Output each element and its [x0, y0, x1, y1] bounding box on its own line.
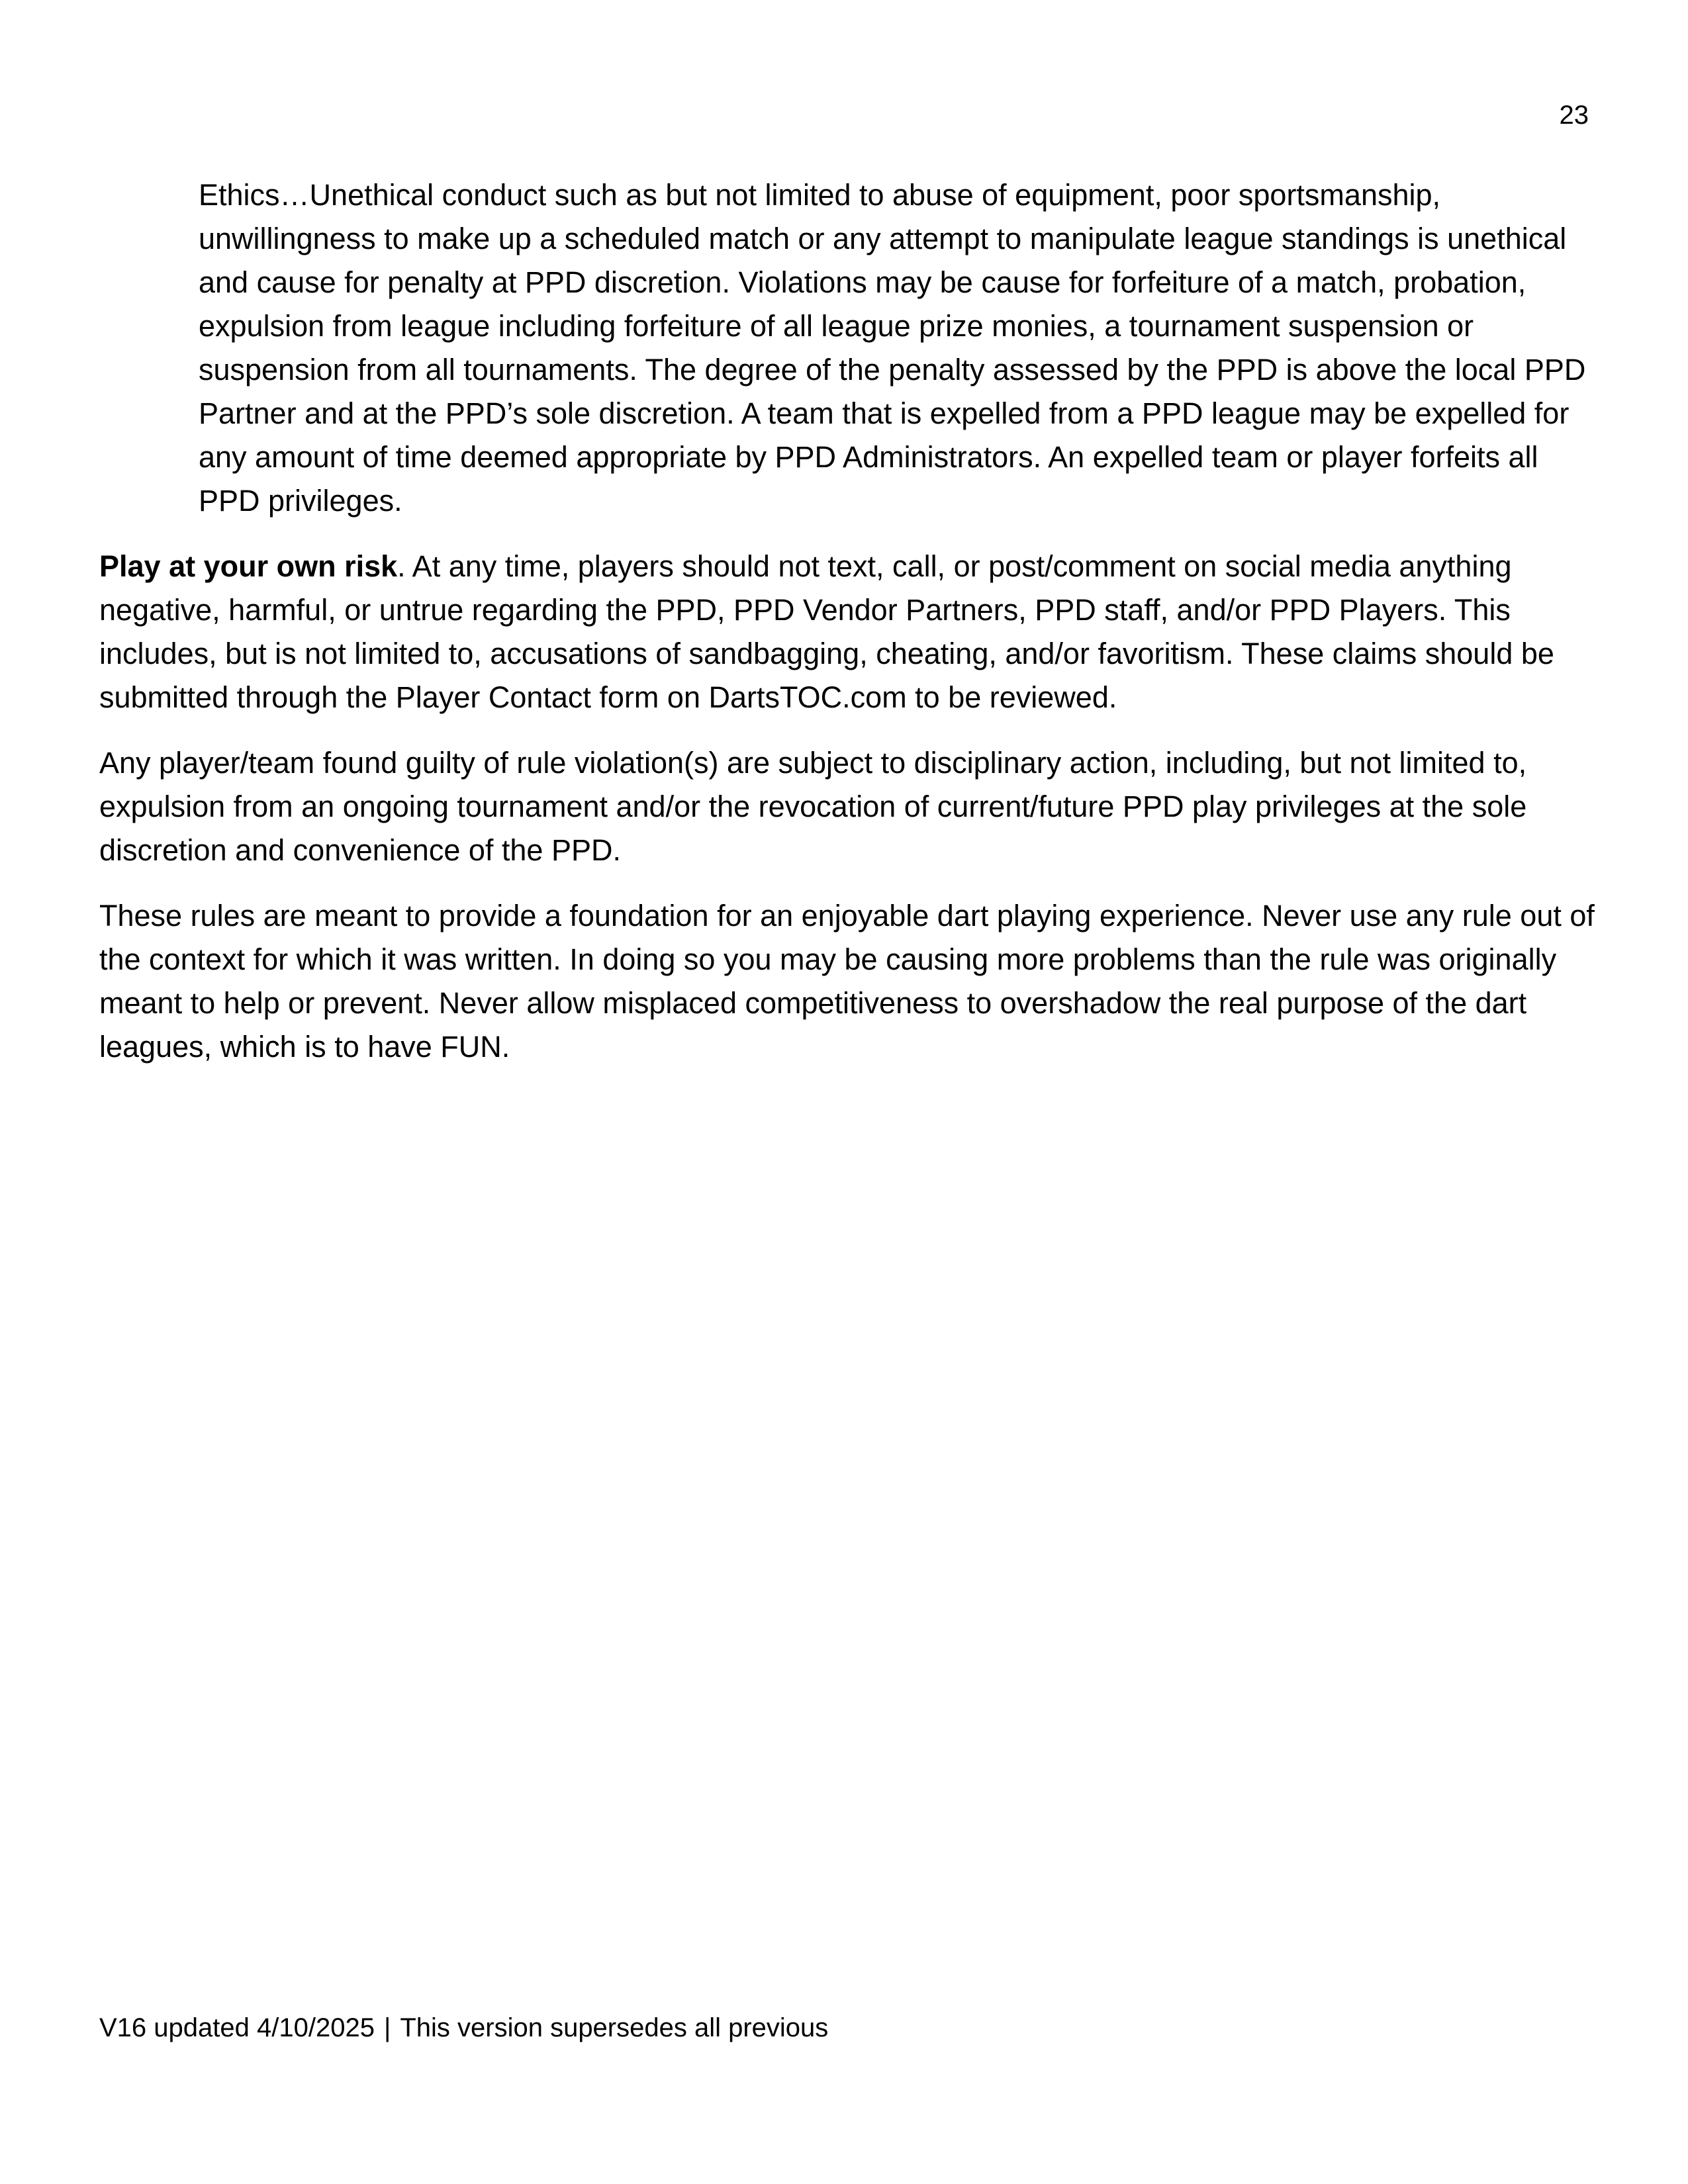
play-at-own-risk-heading: Play at your own risk [99, 549, 398, 583]
rule-violation-paragraph: Any player/team found guilty of rule violation(s) are subject to disciplinary action, including, but not limited to, expulsion from an ongoing tournament and/or the revocation of current/future PPD play privileges at the sole discretion and convenience of the PPD. [99, 746, 1527, 867]
page-footer [99, 2012, 828, 2044]
document-body [99, 173, 1595, 1091]
page-number: 23 [1559, 101, 1589, 130]
ethics-paragraph: Ethics…Unethical conduct such as but not limited to abuse of equipment, poor sportsmanship, unwillingness to make up a scheduled match or any attempt to manipulate league standings is unethical and cause for penalty at PPD discretion. Violations may be cause for forfeiture of a match, probation, expulsion from league including forfeiture of all league prize monies, a tournament suspension or suspension from all tournaments. The degree of the penalty assessed by the PPD is above the local PPD Partner and at the PPD’s sole discretion. A team that is expelled from a PPD league may be expelled for any amount of time deemed appropriate by PPD Administrators. An expelled team or player forfeits all PPD privileges. [199, 178, 1586, 518]
footer-note: This version supersedes all previous [400, 2013, 829, 2042]
play-at-own-risk-paragraph [99, 545, 1595, 719]
rules-purpose-paragraph: These rules are meant to provide a foundation for an enjoyable dart playing experience. Never use any rule out of the context for which it was written. In doing so you may be causing more problems than the rule was originally meant to help or prevent. Never allow misplaced competitiveness to overshadow the real purpose of the dart leagues, which is to have FUN. [99, 899, 1595, 1064]
footer-separator: | [383, 2013, 391, 2042]
footer-version: V16 updated 4/10/2025 [99, 2013, 375, 2042]
play-at-own-risk-text: . At any time, players should not text, call, or post/comment on social media anything negative, harmful, or untrue regarding the PPD, PPD Vendor Partners, PPD staff, and/or PPD Players. This includes, but is not limited to, accusations of sandbagging, cheating, and/or favoritism. These claims should be submitted through the Player Contact form on DartsTOC.com to be reviewed. [99, 549, 1554, 714]
